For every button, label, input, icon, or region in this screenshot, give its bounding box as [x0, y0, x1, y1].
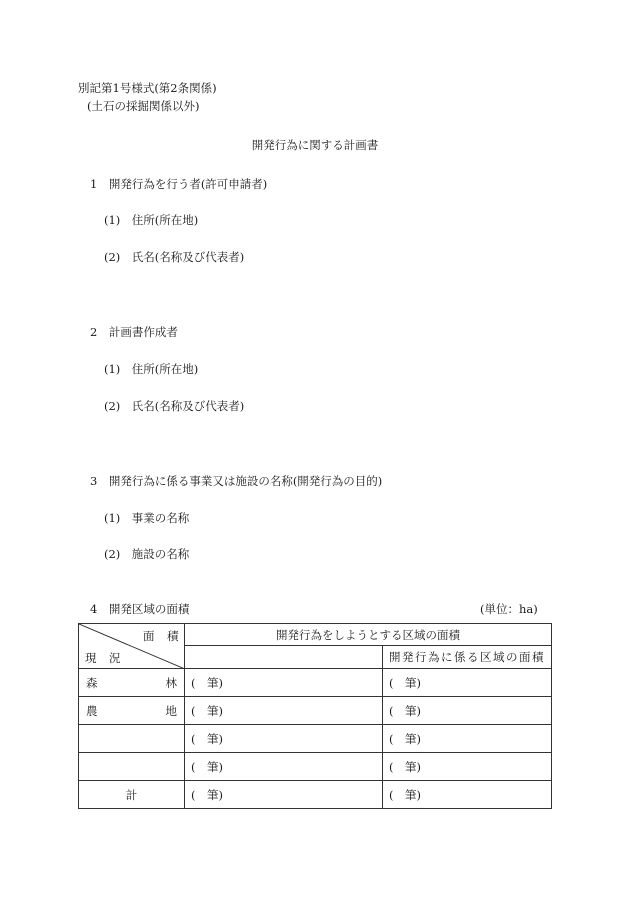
total-row	[79, 781, 552, 809]
area-cell[interactable]: ( 筆)	[383, 697, 552, 725]
corner-bottom-char-1: 現	[85, 651, 97, 665]
row-label-char-1: 農	[86, 704, 98, 718]
area-cell[interactable]: ( 筆)	[383, 725, 552, 753]
table-row	[79, 725, 552, 753]
section-1-heading: 1 開発行為を行う者(許可申請者)	[90, 177, 268, 191]
document-title: 開発行為に関する計画書	[251, 138, 379, 152]
form-subtitle: (土石の採掘関係以外)	[87, 99, 200, 113]
table-row	[79, 753, 552, 781]
row-label	[79, 669, 185, 697]
section-2-item-1: (1) 住所(所在地)	[104, 362, 199, 376]
corner-top-char-1: 面	[143, 629, 155, 643]
section-4-heading: 4 開発区域の面積	[90, 602, 190, 616]
total-area-cell[interactable]: ( 筆)	[383, 781, 552, 809]
section-3-item-2: (2) 施設の名称	[104, 547, 190, 561]
form-number: 別記第1号様式(第2条関係)	[78, 81, 217, 95]
section-1-item-2: (2) 氏名(名称及び代表者)	[104, 250, 245, 264]
table-row	[79, 669, 552, 697]
area-cell[interactable]: ( 筆)	[185, 753, 383, 781]
row-label-char-1: 森	[86, 676, 98, 690]
corner-top-char-2: 積	[167, 629, 179, 643]
unit-label: (単位：ha)	[480, 602, 538, 616]
area-table	[78, 623, 552, 809]
row-label[interactable]	[79, 753, 185, 781]
column-header: 開発行為をしようとする区域の面積	[185, 624, 552, 646]
section-2-item-2: (2) 氏名(名称及び代表者)	[104, 399, 245, 413]
blank-header-cell	[185, 646, 383, 669]
table-row	[79, 697, 552, 725]
row-label	[79, 697, 185, 725]
row-label[interactable]	[79, 725, 185, 753]
section-3-item-1: (1) 事業の名称	[104, 511, 190, 525]
area-cell[interactable]: ( 筆)	[185, 669, 383, 697]
section-2-heading: 2 計画書作成者	[90, 325, 178, 339]
row-label-char-2: 林	[165, 676, 177, 690]
area-cell[interactable]: ( 筆)	[383, 753, 552, 781]
total-area-cell[interactable]: ( 筆)	[185, 781, 383, 809]
area-cell[interactable]: ( 筆)	[185, 725, 383, 753]
section-1-item-1: (1) 住所(所在地)	[104, 213, 199, 227]
area-cell[interactable]: ( 筆)	[383, 669, 552, 697]
section-3-heading: 3 開発行為に係る事業又は施設の名称(開発行為の目的)	[90, 474, 383, 488]
total-label: 計	[79, 781, 185, 809]
corner-header-cell	[79, 624, 185, 669]
sub-column-header: 開発行為に係る区域の面積	[383, 646, 552, 669]
row-label-char-2: 地	[165, 704, 177, 718]
corner-bottom-char-2: 況	[109, 651, 121, 665]
area-cell[interactable]: ( 筆)	[185, 697, 383, 725]
